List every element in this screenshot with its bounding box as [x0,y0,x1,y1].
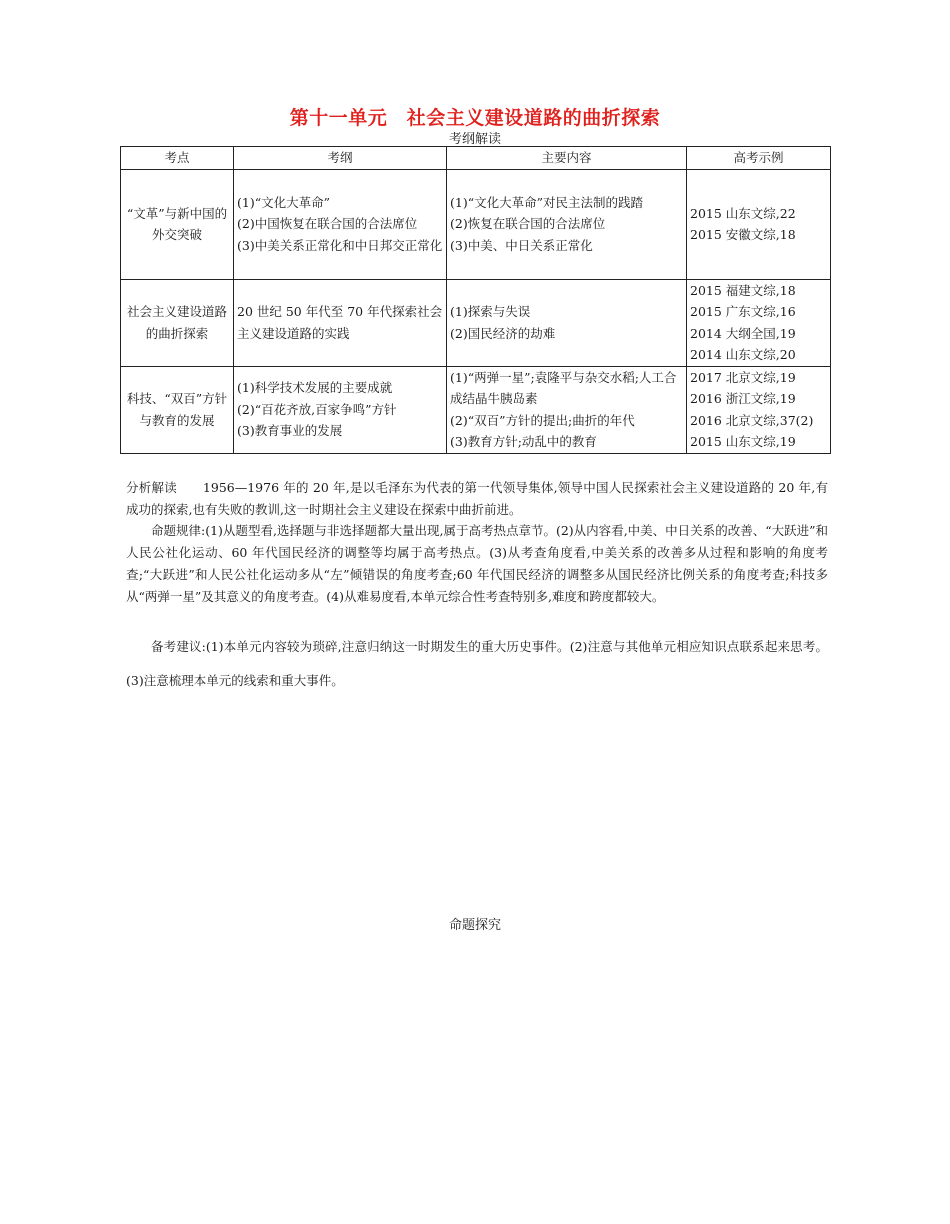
cell-content [447,279,687,366]
outline-line: (1)科学技术发展的主要成就 [237,380,393,396]
cell-examples [687,169,831,279]
advice-paragraph: 备考建议:(1)本单元内容较为琐碎,注意归纳这一时期发生的重大历史事件。(2)注意与其他单元相应知识点联系起来思考。(3)注意梳理本单元的线索和重大事件。 [126,639,828,688]
outline-line: (1)“文化大革命” [237,194,330,210]
table-row [121,366,831,453]
cell-content [447,366,687,453]
analysis-text: 1956—1976 年的 20 年,是以毛泽东为代表的第一代领导集体,领导中国人民探索社会主义建设道路的 20 年,有成功的探索,也有失败的教训,这一时期社会主义建设在探索中曲折前进。 [126,480,828,517]
table-row [121,279,831,366]
cell-examples [687,366,831,453]
cell-outline [234,169,447,279]
outline-line: (2)中国恢复在联合国的合法席位 [237,216,418,232]
section-subtitle: 考纲解读 [448,132,501,147]
example-line: 2015 山东文综,22 [690,205,796,221]
header-examples: 高考示例 [687,147,831,170]
analysis-label: 分析解读 [126,480,177,495]
cell-point: 科技、“双百”方针与教育的发展 [121,366,234,453]
example-line: 2015 山东文综,19 [690,434,796,449]
cell-outline [234,279,447,366]
content-line: (2)“双百”方针的提出;曲折的年代 [450,412,635,428]
example-line: 2015 福建文综,18 [690,282,796,298]
content-line: (2)国民经济的劫难 [450,325,556,341]
header-point: 考点 [121,147,234,170]
content-line: (1)探索与失误 [450,304,531,319]
outline-line: (3)中美关系正常化和中日邦交正常化 [237,237,443,253]
cell-examples [687,279,831,366]
example-line: 2016 浙江文综,19 [690,391,796,406]
table-header-row [121,147,831,170]
example-line: 2015 广东文综,16 [690,304,796,319]
cell-outline [234,366,447,453]
rules-paragraph: 命题规律:(1)从题型看,选择题与非选择题都大量出现,属于高考热点章节。(2)从内容看,中美、中日关系的改善、“大跃进”和人民公社化运动、60 年代国民经济的调整等均属于高考热点。(3)从考查角度看,中美关系的改善多从过程和影响的角度考查;“大跃进”和人民公社化运动多从“左”倾错误的角度考查;60 年代国民经济的调整多从国民经济比例关系的角度考查;科技多从“两弹一星”及其意义的角度考查。(4)从难易度看,本单元综合性考查特别多,难度和跨度都较大。 [126,523,828,604]
outline-table [120,146,831,454]
outline-line: (2)“百花齐放,百家争鸣”方针 [237,401,397,417]
content-line: (3)中美、中日关系正常化 [450,237,593,253]
content-line: (2)恢复在联合国的合法席位 [450,216,606,232]
header-content: 主要内容 [447,147,687,170]
cell-point: 社会主义建设道路的曲折探索 [121,279,234,366]
content-line: (1)“两弹一星”;袁隆平与杂交水稻;人工合成结晶牛胰岛素 [450,369,677,406]
example-line: 2016 北京文综,37(2) [690,412,814,428]
page-title: 第十一单元 社会主义建设道路的曲折探索 [289,107,661,129]
outline-line: 20 世纪 50 年代至 70 年代探索社会主义建设道路的实践 [237,304,443,341]
example-line: 2015 安徽文综,18 [690,227,796,242]
cell-point: “文革”与新中国的外交突破 [121,169,234,279]
outline-line: (3)教育事业的发展 [237,423,343,439]
analysis-paragraph [126,477,828,521]
section-heading-exploration: 命题探究 [448,918,501,933]
content-line: (1)“文化大革命”对民主法制的践踏 [450,194,643,210]
cell-content [447,169,687,279]
example-line: 2014 大纲全国,19 [690,325,796,341]
content-line: (3)教育方针;动乱中的教育 [450,434,597,449]
header-outline: 考纲 [234,147,447,170]
example-line: 2017 北京文综,19 [690,369,796,385]
example-line: 2014 山东文综,20 [690,347,796,362]
table-row [121,169,831,279]
